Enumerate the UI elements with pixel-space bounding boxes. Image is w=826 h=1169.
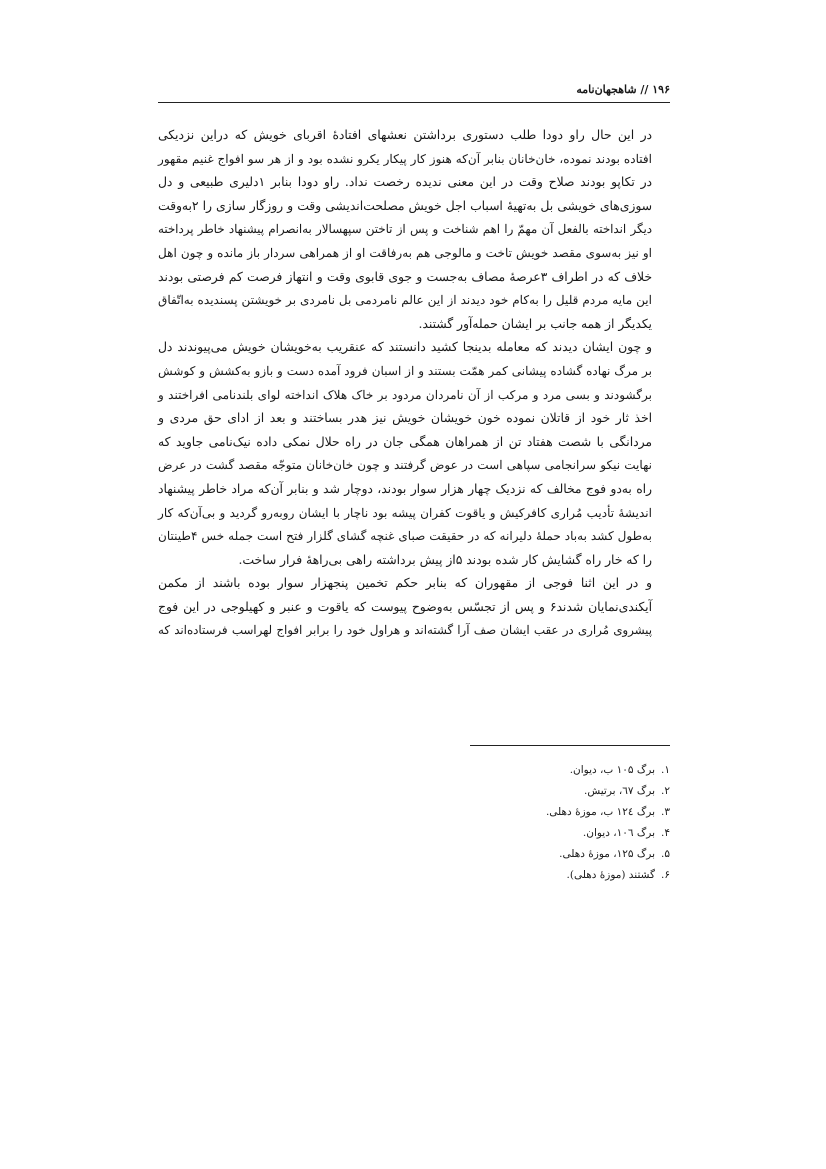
text-line: خلاف که در اطراف ۳عرصهٔ مصاف به‌جست و جوی قابوی وقت و انتهاز فرصت کم فرصتی بودند bbox=[158, 269, 652, 284]
text-line: نهایت نیکو سرانجامی سپاهی است در عوض گرفتند و چون خان‌خانان متوجّه مقصد گشت در عرض bbox=[158, 458, 652, 473]
footnote bbox=[158, 760, 670, 781]
text-line: افتاده بودند نموده، خان‌خانان بنابر آن‌که هنوز کار پیکار یکرو نشده بود و از هر سو افواج غنیم مقهور bbox=[158, 151, 652, 166]
text-line: برگشودند و بسی مرد و مرکب از آن نامردان مردود بر خاک هلاک انداخته لوای بلندنامی افراختند و bbox=[158, 387, 652, 402]
text-line: آیکندی‌نمایان شدند۶ و پس از تجسّس به‌وضوح پیوست که یاقوت و عنبر و کهیلوجی در این فوج bbox=[158, 599, 652, 614]
text-line: و در این اثنا فوجی از مقهوران که بنابر حکم تخمین پنجهزار سوار بوده باشند از مکمن bbox=[158, 576, 652, 591]
footnote-rule bbox=[470, 745, 670, 746]
text-line: و چون ایشان دیدند که معامله بدینجا کشید دانستند که عنقریب به‌خویشان خویش می‌پیوندند دل bbox=[158, 340, 652, 355]
footnote-text: برگ ٦٧، برتیش. bbox=[584, 785, 656, 797]
footnote-text: برگ ۱۲۵، موزهٔ دهلی. bbox=[559, 848, 656, 860]
paragraph-2 bbox=[158, 336, 670, 572]
footnotes bbox=[158, 760, 670, 886]
footnote bbox=[158, 802, 670, 823]
header-rule bbox=[158, 102, 670, 103]
footnote-number: ۵. bbox=[661, 848, 670, 860]
text-line: پیشروی مُراری در عقب ایشان صف آرا گشته‌اند و هراول خود را برابر افواج لهراسب فرستاده‌اند که bbox=[158, 623, 652, 638]
footnote-number: ۳. bbox=[661, 806, 670, 818]
text-line: راه به‌دو فوج مخالف که نزدیک چهار هزار سوار بودند، دوچار شد و بنابر آن‌که مراد خاطر پیشنهاد bbox=[158, 481, 652, 496]
text-line: او نیز به‌سوی مقصد خویش تاخت و مالوجی هم به‌رفاقت او از همراهی سردار باز مانده و چون اهل bbox=[158, 245, 652, 260]
paragraph-1 bbox=[158, 124, 670, 336]
text-line: را که خار راه گشایش کار شده بودند ۵از پیش برداشته راهی بی‌راههٔ فرار ساخت. bbox=[238, 552, 652, 567]
footnote-text: برگ ۱۰٦، دیوان. bbox=[582, 827, 656, 839]
footnote-text: گشتند (موزهٔ دهلی). bbox=[566, 869, 656, 881]
running-head: ۱۹۶ // شاهجهان‌نامه bbox=[576, 83, 670, 96]
footnote-text: برگ ۱۲٤ ب، موزهٔ دهلی. bbox=[545, 806, 656, 818]
footnote bbox=[158, 865, 670, 886]
text-line: در این حال راو دودا طلب دستوری برداشتن نعشهای افتادهٔ اقربای خویش که دراین نزدیکی bbox=[158, 128, 652, 142]
text-line: اخذ ثار خود از قاتلان نموده خون خویشان خویش نیز هدر بساختند و بعد از ادای حق مردی و bbox=[158, 411, 652, 426]
footnote bbox=[158, 844, 670, 865]
main-text bbox=[158, 124, 670, 643]
text-line: به‌طول کشد به‌باد حملهٔ دلیرانه که در حقیقت صبای غنچه گشای گلزار فتح است جمله خس ۴طینتان bbox=[158, 529, 652, 544]
footnote bbox=[158, 781, 670, 802]
text-line: یکدیگر از همه جانب بر ایشان حمله‌آور گشتند. bbox=[418, 316, 652, 331]
text-line: مردانگی با شصت هفتاد تن از همراهان همگی جان در راه حلال نمکی داده نیک‌نامی جاوید که bbox=[158, 434, 652, 449]
text-line: دیگر انداخته بالفعل آن مهمّ را اهم شناخت و پس از تاختن سپهسالار به‌انصرام پیشنهاد خاطر پرداخته bbox=[158, 222, 652, 237]
footnote-number: ۴. bbox=[661, 827, 670, 839]
text-line: اندیشهٔ تأدیب مُراری کافرکیش و یاقوت کفران پیشه بود ناچار با ایشان روبه‌رو گردید و بی‌آن‌که کار bbox=[158, 505, 652, 520]
text-line: در تکاپو بودند صلاح وقت در این معنی ندیده رخصت نداد. راو دودا بنابر ۱دلیری طبیعی و دل bbox=[158, 175, 652, 190]
footnote-text: برگ ۱۰۵ ب، دیوان. bbox=[569, 764, 656, 776]
text-line: سوزی‌های خویشی بل به‌تهیهٔ اسباب اجل خویش مصلحت‌اندیشی وقت و روزگار سازی را ۲به‌وقت bbox=[158, 198, 652, 213]
footnote-number: ۲. bbox=[661, 785, 670, 797]
footnote-number: ۶. bbox=[661, 869, 670, 881]
paragraph-3 bbox=[158, 572, 670, 643]
footnote bbox=[158, 823, 670, 844]
text-line: بر مرگ نهاده گشاده پیشانی کمر همّت بستند و از اسبان فرود آمده دست و بازو به‌کشش و کوشش bbox=[158, 363, 652, 378]
text-line: این مایه مردم قلیل را به‌کام خود دیدند از این عالم نامردمی بل نامردی بر خویشتن پسندیده به‌اتّفاق bbox=[158, 293, 652, 308]
footnote-number: ۱. bbox=[661, 764, 670, 776]
